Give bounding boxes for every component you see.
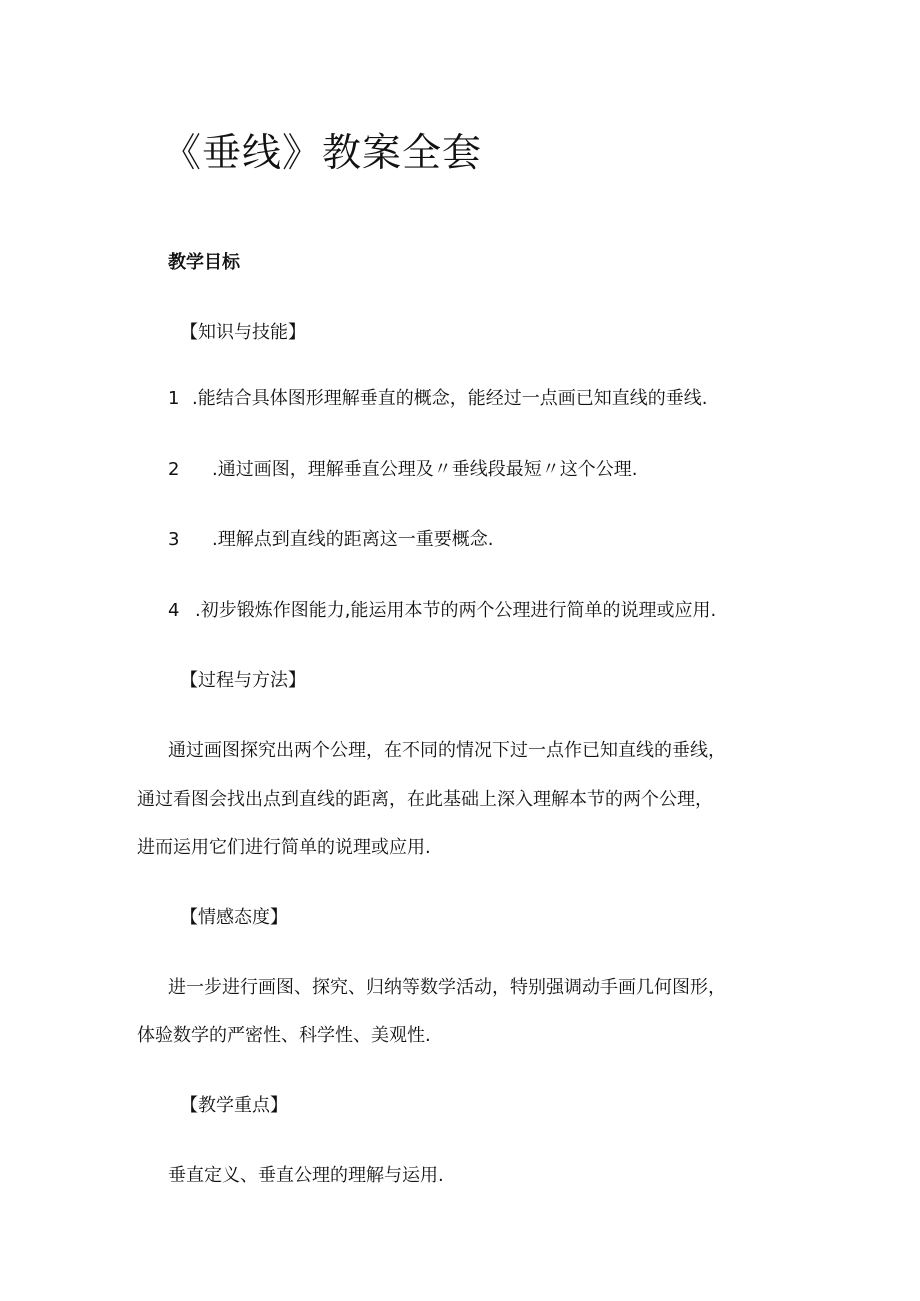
section-heading-teaching-goals: 教学目标 bbox=[168, 252, 240, 273]
item-number: 1 bbox=[168, 388, 180, 409]
subheading-emotion-attitude: 【情感态度】 bbox=[180, 907, 288, 928]
process-paragraph-line-3: 进而运用它们进行简单的说理或应用. bbox=[137, 837, 431, 858]
emotion-paragraph-line-1: 进一步进行画图、探究、归纳等数学活动，特别强调动手画几何图形， bbox=[168, 977, 726, 998]
item-number: 2 bbox=[168, 459, 180, 480]
item-text: .通过画图，理解垂直公理及〃垂线段最短〃这个公理. bbox=[212, 459, 638, 480]
key-points-paragraph-line-1: 垂直定义、垂直公理的理解与运用. bbox=[168, 1165, 444, 1186]
subheading-knowledge-skills: 【知识与技能】 bbox=[180, 322, 306, 343]
subheading-key-points: 【教学重点】 bbox=[180, 1095, 288, 1116]
process-paragraph-line-1: 通过画图探究出两个公理，在不同的情况下过一点作已知直线的垂线， bbox=[168, 740, 726, 761]
item-text: .能结合具体图形理解垂直的概念，能经过一点画已知直线的垂线. bbox=[192, 388, 708, 409]
item-number: 4 bbox=[168, 600, 180, 621]
item-text: .初步锻炼作图能力,能运用本节的两个公理进行简单的说理或应用. bbox=[195, 600, 717, 621]
process-paragraph-line-2: 通过看图会找出点到直线的距离，在此基础上深入理解本节的两个公理， bbox=[137, 789, 713, 810]
item-number: 3 bbox=[168, 529, 180, 550]
subheading-process-methods: 【过程与方法】 bbox=[180, 670, 306, 691]
item-text: .理解点到直线的距离这一重要概念. bbox=[212, 529, 494, 550]
emotion-paragraph-line-2: 体验数学的严密性、科学性、美观性. bbox=[137, 1025, 431, 1046]
document-title: 《垂线》教案全套 bbox=[162, 131, 483, 176]
